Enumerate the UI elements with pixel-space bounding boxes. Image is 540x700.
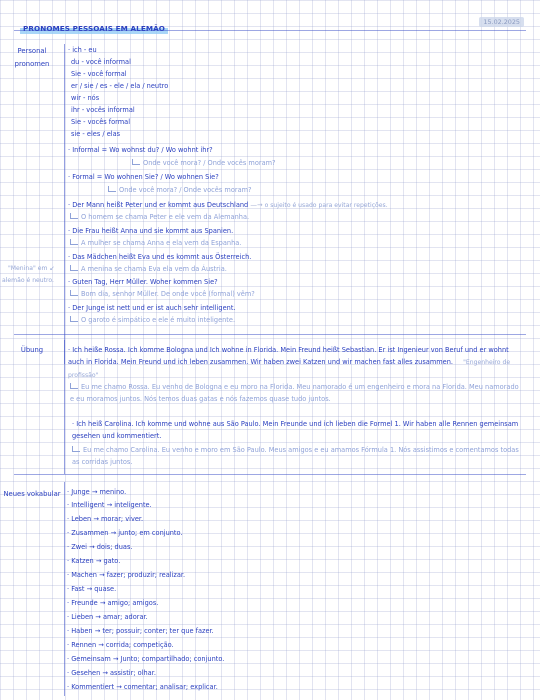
section-rule-1 bbox=[14, 334, 526, 335]
arrow-icon: → bbox=[94, 627, 101, 635]
translation-arrow-icon bbox=[108, 186, 116, 192]
arrow-icon: → bbox=[91, 488, 98, 496]
pronoun-line: du - você informal bbox=[71, 58, 131, 66]
vocab-item: · Gesehen → assistir; olhar. bbox=[67, 669, 156, 677]
arrow-icon: → bbox=[106, 501, 113, 509]
example-formal-translation: Onde você mora? / Onde vocês moram? bbox=[108, 185, 252, 196]
header-rule bbox=[14, 30, 526, 31]
vocab-item: · Junge → menino. bbox=[67, 488, 127, 496]
example-formal: · Formal = Wo wohnen Sie? / Wo wohnen Sie? bbox=[68, 173, 219, 181]
vocab-item: · Kommentiert → comentar; analisar; explicar. bbox=[67, 683, 218, 691]
translation-arrow-icon bbox=[70, 383, 78, 389]
section-label-pronomen: Personal pronomen bbox=[14, 47, 50, 68]
sentence-5: · Der Junge ist nett und er ist auch sehr intelligent. bbox=[68, 304, 236, 312]
section-divider-1 bbox=[64, 44, 65, 364]
arrow-icon: → bbox=[89, 543, 95, 551]
sentence-1-translation: O homem se chama Peter e ele vem da Alemanha. bbox=[70, 212, 249, 223]
vocab-item: · Fast → quase. bbox=[67, 585, 117, 593]
vocab-item: · Rennen → corrida; competição. bbox=[67, 641, 174, 649]
translation-arrow-icon bbox=[72, 446, 80, 452]
vocab-item: · Lieben → amar; adorar. bbox=[67, 613, 148, 621]
uebung-paragraph-1-translation: Eu me chamo Rossa. Eu venho de Bologna e eu moro na Florida. Meu namorado é um engenheiro e mora na Florida. Meu namorado e eu moramos juntos. Nós temos duas gatas e nós fazemos quase tudo juntos. bbox=[70, 383, 519, 403]
date-badge: 15.02.2025 bbox=[479, 17, 524, 27]
section-divider-3 bbox=[64, 482, 65, 696]
vocab-item: · Katzen → gato. bbox=[67, 557, 121, 565]
arrow-icon: → bbox=[98, 641, 104, 649]
section-label-vokabular: Neues vokabular bbox=[3, 490, 61, 498]
arrow-icon: → bbox=[86, 585, 93, 593]
pronoun-line: wir - nós bbox=[71, 94, 100, 102]
vocab-item: · Freunde → amigo; amigos. bbox=[67, 599, 159, 607]
sentence-2: · Die Frau heißt Anna und sie kommt aus Spanien. bbox=[68, 227, 234, 235]
arrow-icon: → bbox=[112, 655, 119, 663]
sentence-3-translation: A menina se chama Eva ela vem da Áustria. bbox=[70, 264, 227, 275]
sentence-4-translation: Bom dia, senhor Müller. De onde você (formal) vêm? bbox=[70, 289, 255, 300]
pronoun-line: ihr - vocês informal bbox=[71, 106, 135, 114]
arrow-icon: → bbox=[110, 529, 117, 537]
translation-arrow-icon bbox=[70, 290, 78, 296]
arrow-icon: → bbox=[99, 571, 105, 579]
arrow-icon: → bbox=[93, 515, 99, 523]
uebung-paragraph-1: · Ich heiße Rossa. Ich komme Bologna und Ich wohne in Florida. Mein Freund heißt Sebastian. Er ist Ingenieur von Beruf und er wohnt auch in Florida. Mein Freund und ich leben zusammen. Wir haben zwei Katzen und wir machen fast alles zusammen. "Engenheiro de profissão" bbox=[68, 346, 511, 379]
arrow-icon: → bbox=[95, 557, 102, 565]
arrow-icon: → bbox=[102, 669, 108, 677]
vocab-item: · Leben → morar; viver. bbox=[67, 515, 144, 523]
vocab-item: · Machen → fazer; produzir; realizar. bbox=[67, 571, 186, 579]
side-note-neutral-2: alemão é neutro. bbox=[2, 277, 54, 284]
pronoun-line: Sie - vocês formal bbox=[71, 118, 131, 126]
sentence-4: · Guten Tag, Herr Müller. Woher kommen Sie? bbox=[68, 278, 218, 286]
section-rule-2 bbox=[14, 474, 526, 475]
side-note-neutral: "Menina" em ↙ bbox=[8, 265, 55, 272]
translation-arrow-icon bbox=[70, 213, 78, 219]
sentence-1: · Der Mann heißt Peter und er kommt aus Deutschland —→ o sujeito é usado para evitar repetições. bbox=[68, 201, 388, 209]
page-title: PRONOMES PESSOAIS EM ALEMÃO bbox=[20, 23, 168, 34]
uebung-paragraph-2-translation: Eu me chamo Carolina. Eu venho e moro em São Paulo. Meus amigos e eu amamos Fórmula 1. Nós assistimos e comentamos todas as corridas juntos. bbox=[72, 446, 519, 466]
example-informal: · Informal = Wo wohnst du? / Wo wohnt ihr? bbox=[68, 146, 213, 154]
vocab-item: · Zusammen → junto; em conjunto. bbox=[67, 529, 183, 537]
sentence-3: · Das Mädchen heißt Eva und es kommt aus Österreich. bbox=[68, 253, 252, 261]
arrow-icon: → bbox=[99, 599, 106, 607]
section-divider-2 bbox=[64, 340, 65, 474]
vocab-item: · Gemeinsam → Junto; compartilhado; conjunto. bbox=[67, 655, 225, 663]
pronoun-line: · ich - eu bbox=[68, 46, 97, 54]
sentence-2-translation: A mulher se chama Anna e ela vem da Espanha. bbox=[70, 238, 241, 249]
pronoun-line: Sie - você formal bbox=[71, 70, 127, 78]
example-informal-translation: Onde você mora? / Onde vocês moram? bbox=[132, 158, 276, 169]
pronoun-line: sie - eles / elas bbox=[71, 130, 121, 138]
pronoun-line: er / sie / es - ele / ela / neutro bbox=[71, 82, 169, 90]
translation-arrow-icon bbox=[70, 316, 78, 322]
translation-arrow-icon bbox=[70, 239, 78, 245]
translation-arrow-icon bbox=[132, 159, 140, 165]
vocab-item: · Intelligent → inteligente. bbox=[67, 501, 152, 509]
vocab-item: · Haben → ter; possuir; conter; ter que fazer. bbox=[67, 627, 214, 635]
section-label-uebung: Übung bbox=[20, 346, 44, 354]
arrow-icon: → bbox=[95, 613, 101, 621]
uebung-paragraph-2: · Ich heiß Carolina. Ich komme und wohne aus São Paulo. Mein Freunde und ich lieben die Formel 1. Wir haben alle Rennen gemeinsam gesehen und kommentiert. bbox=[72, 420, 519, 440]
sentence-5-translation: O garoto é simpático e ele é muito inteligente. bbox=[70, 315, 235, 326]
arrow-icon: → bbox=[116, 683, 122, 691]
vocab-item: · Zwei → dois; duas. bbox=[67, 543, 133, 551]
translation-arrow-icon bbox=[70, 265, 78, 271]
page-title-wrap bbox=[20, 16, 168, 35]
